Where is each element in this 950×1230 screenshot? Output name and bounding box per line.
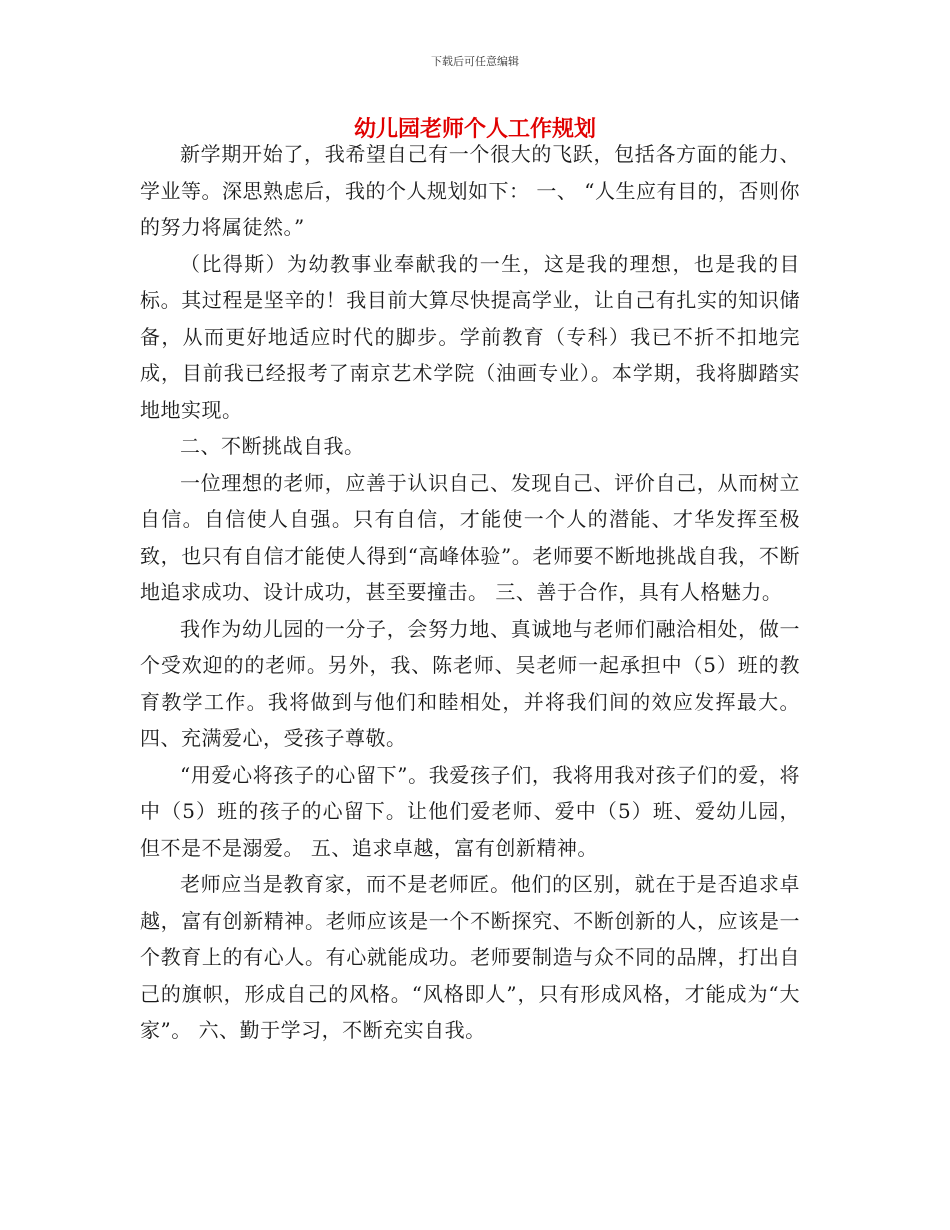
paragraph-6: “用爱心将孩子的心留下”。我爱孩子们，我将用我对孩子们的爱，将中（5）班的孩子的心留下。让他们爱老师、爱中（5）班、爱幼儿园，但不是不是溺爱。 五、追求卓越，富有创新精神。 xyxy=(140,762,800,860)
paragraph-7: 老师应当是教育家，而不是老师匠。他们的区别，就在于是否追求卓越，富有创新精神。老师应该是一个不断探究、不断创新的人，应该是一个教育上的有心人。有心就能成功。老师要制造与众不同的品牌，打出自己的旗帜，形成自己的风格。“风格即人”，只有形成风格，才能成为“大家”。 六、勤于学习，不断充实自我。 xyxy=(140,872,800,1042)
paragraph-5: 我作为幼儿园的一分子，会努力地、真诚地与老师们融洽相处，做一个受欢迎的的老师。另外，我、陈老师、吴老师一起承担中（5）班的教育教学工作。我将做到与他们和睦相处，并将我们间的效应发挥最大。 四、充满爱心，受孩子尊敬。 xyxy=(140,616,800,750)
paragraph-4: 一位理想的老师，应善于认识自己、发现自己、评价自己，从而树立自信。自信使人自强。只有自信，才能使一个人的潜能、才华发挥至极致，也只有自信才能使人得到“高峰体验”。老师要不断地挑战自我，不断地追求成功、设计成功，甚至要撞击。 三、善于合作，具有人格魅力。 xyxy=(140,470,800,604)
paragraph-2: （比得斯）为幼教事业奉献我的一生，这是我的理想，也是我的目标。其过程是坚辛的！我目前大算尽快提高学业，让自己有扎实的知识储备，从而更好地适应时代的脚步。学前教育（专科）我已不折不扣地完成，目前我已经报考了南京艺术学院（油画专业）。本学期，我将脚踏实地地实现。 xyxy=(140,251,800,422)
header-note: 下载后可任意编辑 xyxy=(431,55,519,68)
document-body xyxy=(140,136,800,1049)
document-title: 幼儿园老师个人工作规划 xyxy=(353,117,596,142)
paragraph-3: 二、不断挑战自我。 xyxy=(180,434,365,458)
paragraph-1: 新学期开始了，我希望自己有一个很大的飞跃，包括各方面的能力、学业等。深思熟虑后，我的个人规划如下： 一、 “人生应有目的，否则你的努力将属徒然。” xyxy=(140,142,800,239)
